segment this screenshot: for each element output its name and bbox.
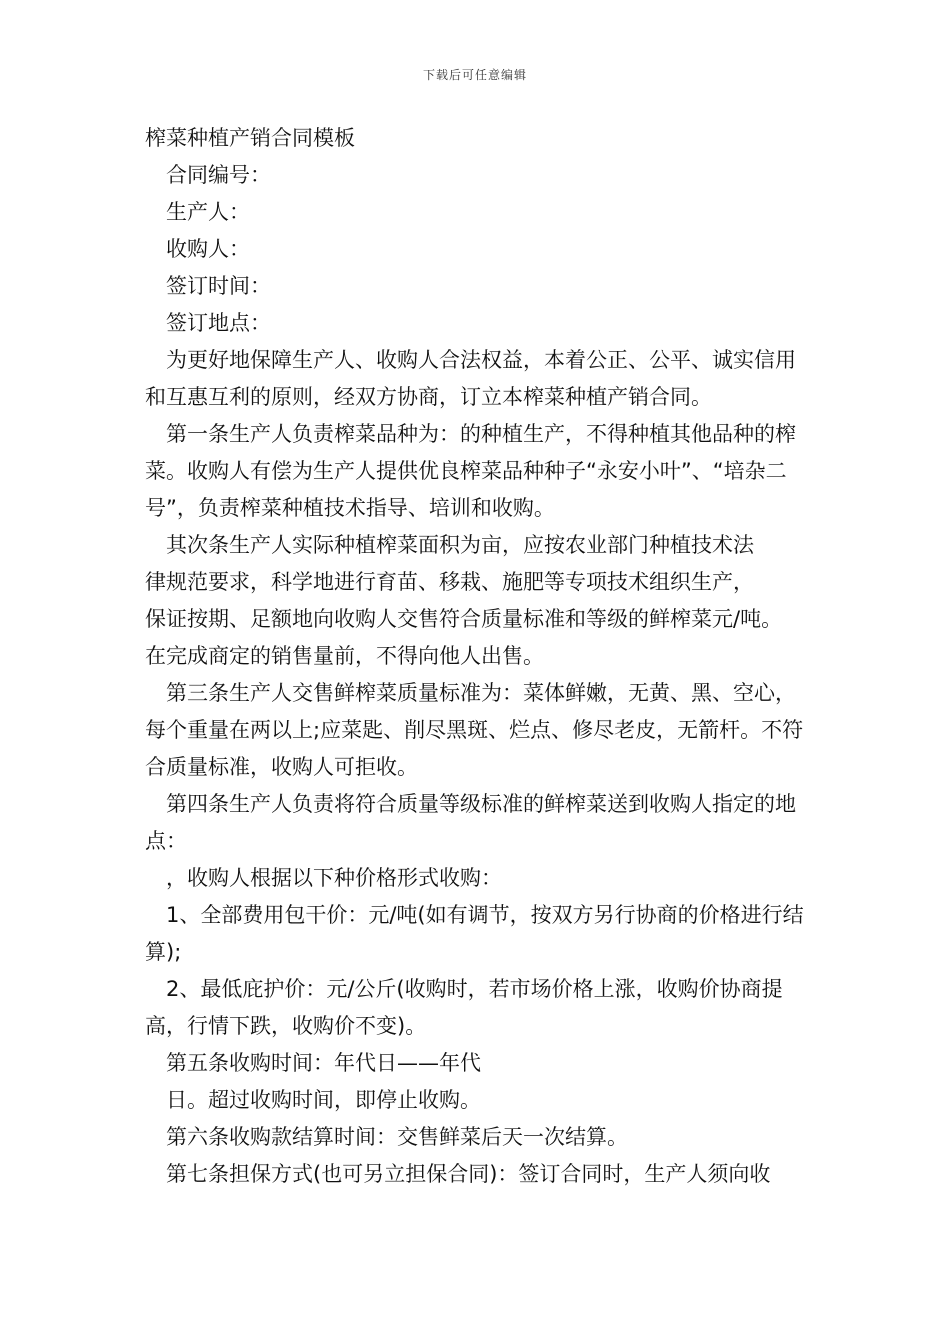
price-option-2: 2、最低庇护价：元/公斤(收购时，若市场价格上涨，收购价协商提高，行情下跌，收购价不变)。 xyxy=(145,977,783,1038)
article-2-line: 律规范要求，科学地进行育苗、移栽、施肥等专项技术组织生产， xyxy=(145,570,754,594)
article-3: 第三条生产人交售鲜榨菜质量标准为：菜体鲜嫩，无黄、黑、空心，每个重量在两以上;应菜匙、削尽黑斑、烂点、修尽老皮，无箭杆。不符合质量标准，收购人可拒收。 xyxy=(145,681,804,779)
field-sign-time: 签订时间： xyxy=(166,274,271,298)
article-5-line: 第五条收购时间：年代日——年代 xyxy=(166,1051,481,1075)
field-contract-number: 合同编号： xyxy=(166,163,271,187)
field-sign-place: 签订地点： xyxy=(166,311,271,335)
article-2-line: 在完成商定的销售量前，不得向他人出售。 xyxy=(145,644,544,668)
page-header-note: 下载后可任意编辑 xyxy=(422,68,527,82)
article-4: 第四条生产人负责将符合质量等级标准的鲜榨菜送到收购人指定的地点： xyxy=(145,792,796,853)
document-body xyxy=(145,120,813,1193)
article-2-line: 保证按期、足额地向收购人交售符合质量标准和等级的鲜榨菜元/吨。 xyxy=(145,607,783,631)
article-6: 第六条收购款结算时间：交售鲜菜后天一次结算。 xyxy=(166,1125,628,1149)
article-1: 第一条生产人负责榨菜品种为：的种植生产，不得种植其他品种的榨菜。收购人有偿为生产人提供优良榨菜品种种子“永安小叶”、“培杂二号”，负责榨菜种植技术指导、培训和收购。 xyxy=(145,422,796,520)
article-7: 第七条担保方式(也可另立担保合同)：签订合同时，生产人须向收 xyxy=(166,1162,771,1186)
article-2 xyxy=(145,527,813,675)
preamble-paragraph: 为更好地保障生产人、收购人合法权益，本着公正、公平、诚实信用和互惠互利的原则，经双方协商，订立本榨菜种植产销合同。 xyxy=(145,348,796,409)
price-option-1: 1、全部费用包干价：元/吨(如有调节，按双方另行协商的价格进行结算); xyxy=(145,903,804,964)
price-intro: ，收购人根据以下种价格形式收购： xyxy=(166,866,502,890)
article-5 xyxy=(145,1045,813,1119)
field-buyer: 收购人： xyxy=(166,237,250,261)
field-producer: 生产人： xyxy=(166,200,250,224)
document-title: 榨菜种植产销合同模板 xyxy=(145,126,355,150)
article-5-line: 日。超过收购时间，即停止收购。 xyxy=(166,1088,481,1112)
article-2-line: 其次条生产人实际种植榨菜面积为亩，应按农业部门种植技术法 xyxy=(166,533,754,557)
